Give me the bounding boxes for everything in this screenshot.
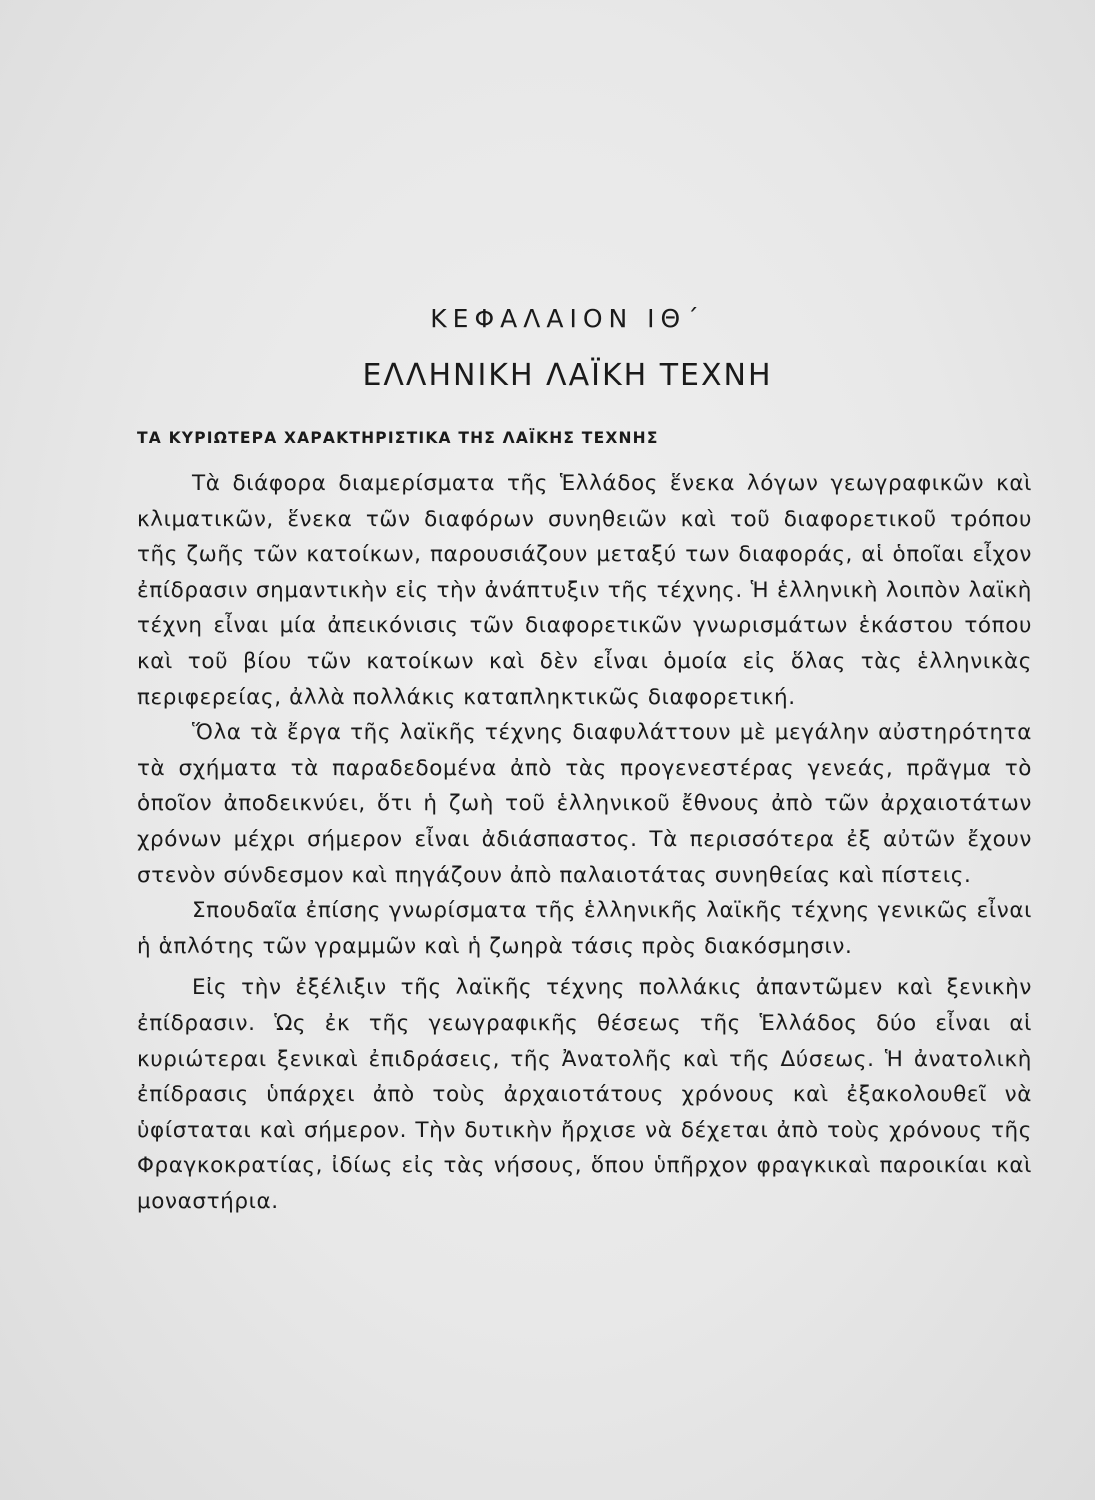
paragraph: Τὰ διάφορα διαμερίσματα τῆς Ἑλλάδος ἕνεκα λόγων γεωγραφικῶν καὶ κλιματικῶν, ἕνεκα τῶν διαφόρων συνηθειῶν καὶ τοῦ διαφορετικοῦ τρόπου τῆς ζωῆς τῶν κατοίκων, παρουσιάζουν μεταξύ των διαφοράς, αἱ ὁποῖαι εἶχον ἐπίδρασιν σημαντικὴν εἰς τὴν ἀνάπτυξιν τῆς τέχνης. Ἡ ἑλληνικὴ λοιπὸν λαϊκὴ τέχνη εἶναι μία ἀπεικόνισις τῶν διαφορετικῶν γνωρισμάτων ἑκάστου τόπου καὶ τοῦ βίου τῶν κατοίκων καὶ δὲν εἶναι ὁμοία εἰς ὅλας τὰς ἑλληνικὰς περιφερείας, ἀλλὰ πολλάκις καταπληκτικῶς διαφορετική. (137, 471, 1032, 710)
paragraph: Σπουδαῖα ἐπίσης γνωρίσματα τῆς ἑλληνικῆς λαϊκῆς τέχνης γενικῶς εἶναι ἡ ἁπλότης τῶν γραμμῶν καὶ ἡ ζωηρὰ τάσις πρὸς διακόσμησιν. (137, 898, 1032, 959)
paragraph: Εἰς τὴν ἐξέλιξιν τῆς λαϊκῆς τέχνης πολλάκις ἀπαντῶμεν καὶ ξενικὴν ἐπίδρασιν. Ὡς ἐκ τῆς γεωγραφικῆς θέσεως τῆς Ἑλλάδος δύο εἶναι αἱ κυριώτεραι ξενικαὶ ἐπιδράσεις, τῆς Ἀνατολῆς καὶ τῆς Δύσεως. Ἡ ἀνατολικὴ ἐπίδρασις ὑπάρχει ἀπὸ τοὺς ἀρχαιοτάτους χρόνους καὶ ἐξακολουθεῖ νὰ ὑφίσταται καὶ σήμερον. Τὴν δυτικὴν ἤρχισε νὰ δέχεται ἀπὸ τοὺς χρόνους τῆς Φραγκοκρατίας, ἰδίως εἰς τὰς νήσους, ὅπου ὑπῆρχον φραγκικαὶ παροικίαι καὶ μοναστήρια. (137, 975, 1032, 1214)
paragraph: Ὅλα τὰ ἔργα τῆς λαϊκῆς τέχνης διαφυλάττουν μὲ μεγάλην αὐστηρότητα τὰ σχήματα τὰ παραδεδομένα ἀπὸ τὰς προγενεστέρας γενεάς, πρᾶγμα τὸ ὁποῖον ἀποδεικνύει, ὅτι ἡ ζωὴ τοῦ ἑλληνικοῦ ἔθνους ἀπὸ τῶν ἀρχαιοτάτων χρόνων μέχρι σήμερον εἶναι ἀδιάσπαστος. Τὰ περισσότερα ἐξ αὐτῶν ἔχουν στενὸν σύνδεσμον καὶ πηγάζουν ἀπὸ παλαιοτάτας συνηθείας καὶ πίστεις. (137, 720, 1032, 888)
body-text (137, 466, 1032, 1219)
chapter-title: ΕΛΛΗΝΙΚΗ ΛΑΪΚΗ ΤΕΧΝΗ (362, 358, 773, 393)
chapter-label: ΚΕΦΑΛΑΙΟΝ ΙΘ΄ (430, 304, 705, 333)
section-heading: ΤΑ ΚΥΡΙΩΤΕΡΑ ΧΑΡΑΚΤΗΡΙΣΤΙΚΑ ΤΗΣ ΛΑΪΚΗΣ ΤΕΧΝΗΣ (137, 429, 659, 447)
